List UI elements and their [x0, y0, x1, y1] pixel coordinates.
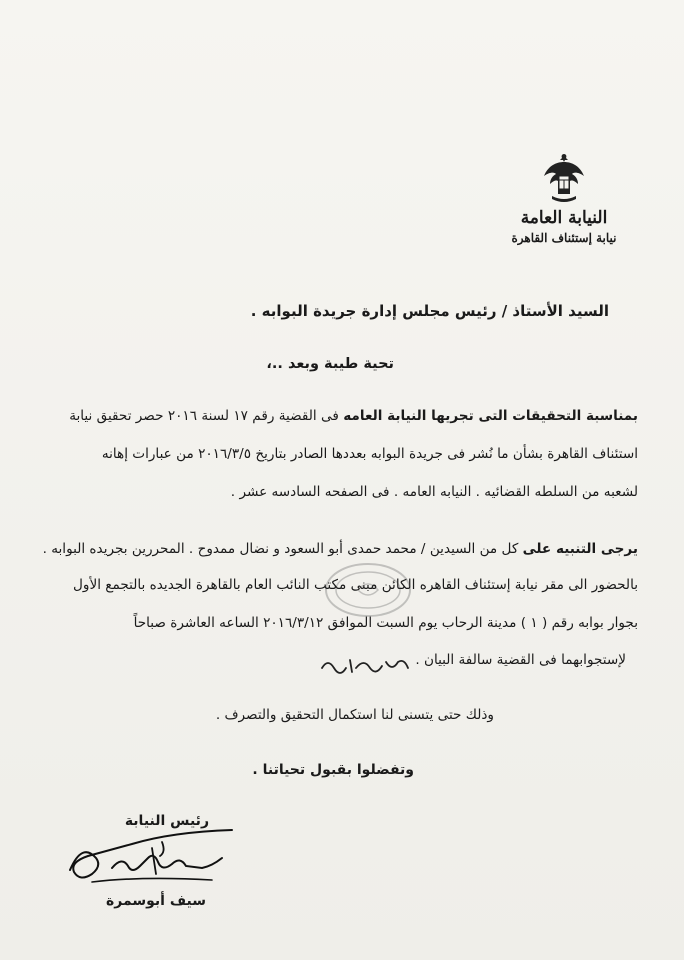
paragraph2-line4: لإستجوابهما فى القضية سالفة البيان .: [415, 652, 626, 668]
closing-line2: وتفضلوا بقبول تحياتنا .: [252, 762, 414, 778]
paragraph2-lead: يرجى التنبيه على: [522, 541, 638, 557]
addressee: السيد الأستاذ / رئيس مجلس إدارة جريدة البوابه .: [250, 302, 609, 320]
paragraph1-line3: لشعبه من السلطه القضائيه . النيابه العامه . فى الصفحه السادسه عشر .: [230, 484, 638, 500]
paragraph1-line1-rest: فى القضية رقم ١٧ لسنة ٢٠١٦ حصر تحقيق نيابة: [69, 408, 339, 424]
handwritten-number-icon: [318, 654, 413, 678]
signatory-title: رئيس النيابة: [124, 813, 209, 829]
paragraph2-line3: بجوار بوابه رقم ( ١ ) مدينة الرحاب يوم السبت الموافق ٢٠١٦/٣/١٢ الساعه العاشرة صباحاً: [133, 615, 638, 631]
handwritten-signature-icon: [62, 822, 252, 902]
paragraph1-line2: استئناف القاهرة بشأن ما نُشر فى جريدة البوابه بعددها الصادر بتاريخ ٢٠١٦/٣/٥ من عبارات إهانه: [101, 446, 638, 462]
paragraph2-line2: بالحضور الى مقر نيابة إستئناف القاهره الكائن مبنى مكتب النائب العام بالقاهرة الجديده بالتجمع الأول: [73, 577, 638, 593]
round-stamp-icon: [322, 560, 414, 620]
signatory-name: سيف أبوسمرة: [106, 893, 206, 909]
letterhead: [494, 150, 634, 246]
paragraph1-lead: بمناسبة التحقيقات التى تجريها النيابة العامه: [343, 408, 638, 424]
paragraph2-line1: [40, 541, 638, 557]
greeting: تحية طيبة وبعد ..،: [266, 356, 394, 372]
paragraph2-line1-rest: كل من السيدين / محمد حمدى أبو السعود و نضال ممدوح . المحررين بجريده البوابه .: [42, 541, 519, 557]
office-name: نيابة إستئناف القاهرة: [511, 231, 617, 245]
paragraph1-line1: [40, 408, 638, 424]
org-name: النيابة العامة: [520, 208, 608, 228]
eagle-emblem-icon: [542, 150, 586, 206]
closing-line1: وذلك حتى يتسنى لنا استكمال التحقيق والتصرف .: [215, 707, 494, 723]
